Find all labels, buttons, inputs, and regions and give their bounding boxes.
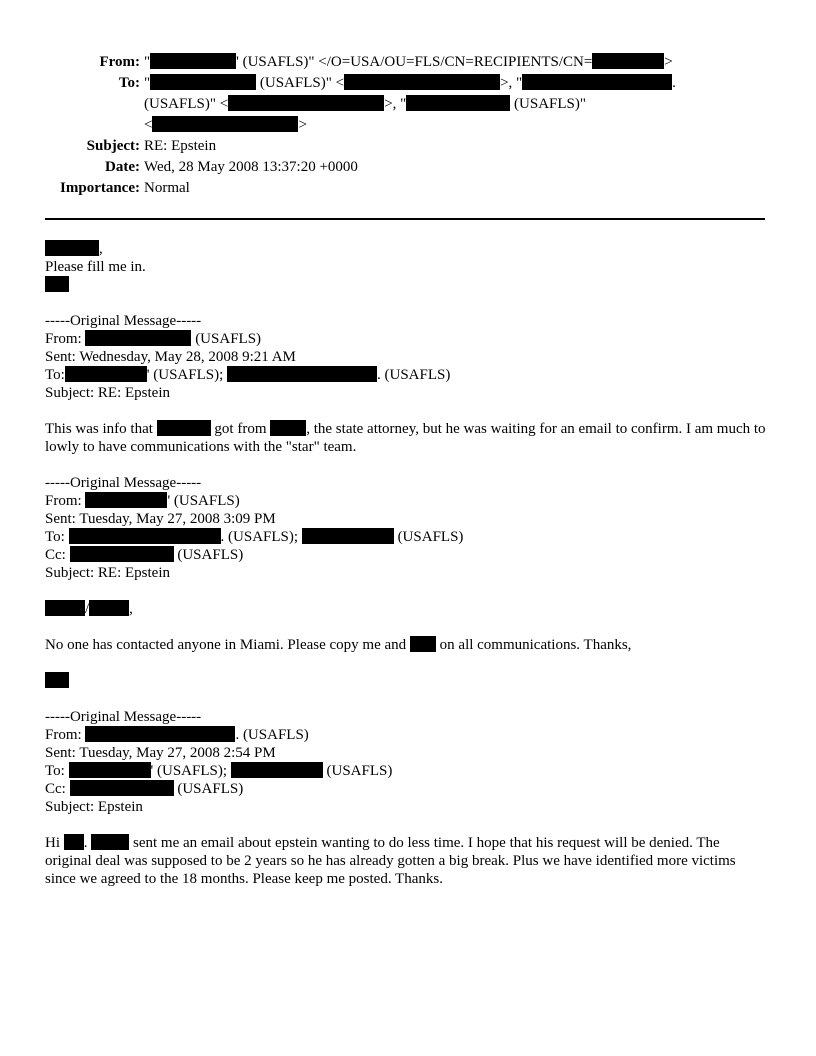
orig3-subject: Subject: Epstein xyxy=(45,799,143,815)
redaction xyxy=(228,95,384,111)
redaction xyxy=(70,780,174,796)
original-message-divider: -----Original Message----- xyxy=(45,709,202,725)
redaction xyxy=(45,240,99,256)
redaction xyxy=(344,74,500,90)
orig2-body: No one has contacted anyone in Miami. Please copy me and on all communications. Thanks, xyxy=(45,637,632,653)
date-value: Wed, 28 May 2008 13:37:20 +0000 xyxy=(144,159,358,175)
redaction xyxy=(522,74,672,90)
orig2-from: From: ' (USAFLS) xyxy=(45,493,240,509)
orig1-body: This was info that got from , the state attorney, but he was waiting for an email to confirm. I am much to lowly to have communications with the "star" team. xyxy=(45,421,766,455)
redaction xyxy=(45,600,85,616)
redaction xyxy=(150,53,236,69)
date-label: Date: xyxy=(105,159,140,175)
header-divider xyxy=(45,218,765,220)
redaction xyxy=(64,834,84,850)
orig2-greeting: / , xyxy=(45,600,770,618)
orig1-to: To: ' (USAFLS); . (USAFLS) xyxy=(45,367,451,383)
redaction xyxy=(227,366,377,382)
redaction xyxy=(85,726,235,742)
header-date-row xyxy=(0,157,816,178)
redaction xyxy=(410,636,436,652)
redaction xyxy=(85,330,191,346)
importance-label: Importance: xyxy=(60,180,140,196)
redaction xyxy=(157,420,211,436)
orig2-signature xyxy=(45,672,770,690)
redaction xyxy=(270,420,306,436)
redaction xyxy=(89,600,129,616)
redaction xyxy=(150,74,256,90)
header-to-row: To: " (USAFLS)" < >, " . (USAFLS)" < >, " (USAFLS)" < > xyxy=(0,73,816,136)
redaction xyxy=(85,492,167,508)
message-text: Please fill me in. xyxy=(45,259,146,275)
greeting: , xyxy=(45,240,770,258)
redaction xyxy=(65,366,147,382)
orig3-body: Hi . sent me an email about epstein wanting to do less time. I hope that his request will be denied. The original deal was supposed to be 2 years so he has already gotten a big break. Plus we have identified more victims since we agreed to the 18 months. Please keep me posted. Thanks. xyxy=(45,835,736,887)
redaction xyxy=(406,95,510,111)
from-label: From: xyxy=(99,54,140,70)
importance-value: Normal xyxy=(144,180,190,196)
redaction xyxy=(302,528,394,544)
original-message-divider: -----Original Message----- xyxy=(45,313,202,329)
orig3-cc: Cc: (USAFLS) xyxy=(45,781,244,797)
orig2-sent: Sent: Tuesday, May 27, 2008 3:09 PM xyxy=(45,511,276,527)
redaction xyxy=(70,546,174,562)
redaction xyxy=(45,276,69,292)
header-from-row: From: " ' (USAFLS)" </O=USA/OU=FLS/CN=RECIPIENTS/CN= > xyxy=(0,52,816,73)
orig3-from: From: . (USAFLS) xyxy=(45,727,309,743)
email-header xyxy=(0,52,816,199)
original-message-divider: -----Original Message----- xyxy=(45,475,202,491)
redaction xyxy=(152,116,298,132)
orig3-to: To: ' (USAFLS); (USAFLS) xyxy=(45,763,393,779)
header-importance-row xyxy=(0,178,816,199)
redaction xyxy=(91,834,129,850)
to-label: To: xyxy=(118,75,140,91)
orig2-cc: Cc: (USAFLS) xyxy=(45,547,244,563)
orig2-to: To: . (USAFLS); (USAFLS) xyxy=(45,529,464,545)
redaction xyxy=(69,762,151,778)
orig1-subject: Subject: RE: Epstein xyxy=(45,385,170,401)
redaction xyxy=(45,672,69,688)
subject-value: RE: Epstein xyxy=(144,138,217,154)
orig3-sent: Sent: Tuesday, May 27, 2008 2:54 PM xyxy=(45,745,276,761)
redaction xyxy=(592,53,664,69)
redaction xyxy=(69,528,221,544)
orig1-from: From: (USAFLS) xyxy=(45,331,262,347)
subject-label: Subject: xyxy=(86,138,140,154)
header-subject-row xyxy=(0,136,816,157)
email-body xyxy=(45,240,770,888)
signature xyxy=(45,276,770,294)
orig2-subject: Subject: RE: Epstein xyxy=(45,565,170,581)
redaction xyxy=(231,762,323,778)
orig1-sent: Sent: Wednesday, May 28, 2008 9:21 AM xyxy=(45,349,296,365)
